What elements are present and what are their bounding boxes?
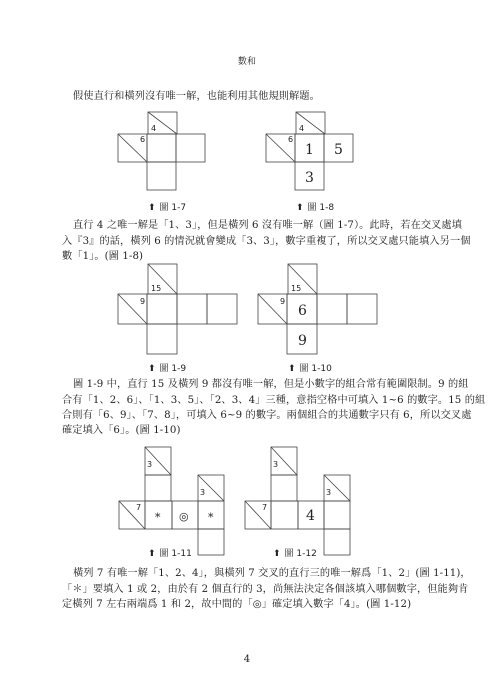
up-arrow-icon: ⬆ [296, 203, 304, 213]
page-header: 數和 [237, 57, 257, 67]
cell-value-1: 1 [305, 142, 314, 158]
caption-1-7: ⬆ 圖 1-7 [148, 203, 187, 213]
up-arrow-icon: ⬆ [148, 549, 156, 559]
clue-down-3-left: 3 [273, 460, 279, 469]
paragraph-2-line-1: 直行 4 之唯一解是「1、3」，但是橫列 6 沒有唯一解（圖 1-7）。此時，若在交叉處填 [73, 220, 463, 231]
figure-1-11 [116, 447, 236, 557]
figure-1-9 [118, 264, 248, 364]
paragraph-intro: 假使直行和橫列沒有唯一解，也能利用其他規則解題。 [73, 91, 320, 102]
caption-1-11: ⬆ 圖 1-11 [148, 549, 192, 559]
cell-value-9: 9 [298, 333, 307, 349]
clue-down-3-left: 3 [147, 460, 153, 469]
up-arrow-icon: ⬆ [288, 364, 296, 374]
caption-1-10: ⬆ 圖 1-10 [288, 364, 332, 374]
paragraph-4-line-2: 「＊」要填入 1 或 2，由於有 2 個直行的 3，尚無法決定各個該填入哪個數字，但能夠肯 [62, 584, 469, 595]
page-number: 4 [243, 654, 251, 665]
clue-across-7: 7 [136, 503, 142, 512]
cell-value-5: 5 [334, 142, 343, 158]
caption-1-8: ⬆ 圖 1-8 [296, 203, 335, 213]
cell-value-4: 4 [306, 508, 315, 524]
paragraph-3-line-2: 合有「1、2、6」、「1、3、5」、「2、3、4」三種，意指空格中可填入 1~6 的數字。15 的組 [62, 395, 486, 406]
clue-down-3-right: 3 [326, 488, 332, 497]
figure-1-12 [243, 447, 363, 557]
clue-down-4: 4 [299, 124, 305, 133]
clue-across-6: 6 [140, 135, 146, 144]
clue-across-6: 6 [288, 135, 294, 144]
clue-down-15: 15 [151, 284, 162, 293]
caption-1-9: ⬆ 圖 1-9 [148, 364, 187, 374]
caption-1-12: ⬆ 圖 1-12 [273, 549, 317, 559]
paragraph-3-line-3: 合則有「6、9」、「7、8」，可填入 6~9 的數字。兩個組合的共通數字只有 6，所以交叉處 [62, 410, 472, 421]
figure-1-8 [266, 112, 366, 202]
paragraph-4-line-3: 定橫列 7 左右兩端爲 1 和 2，故中間的「◎」確定填入數字「4」。(圖 1-12) [62, 599, 412, 610]
clue-down-3-right: 3 [200, 488, 206, 497]
figure-1-10 [258, 264, 388, 364]
clue-across-7: 7 [262, 503, 268, 512]
star-mark-left: * [155, 511, 161, 524]
paragraph-2-line-2: 入『3』的話，橫列 6 的情況就會變成「3、3」，數字重複了，所以交叉處只能填入另一個 [62, 236, 471, 247]
paragraph-4-line-1: 橫列 7 有唯一解「1、2、4」，與橫列 7 交叉的直行三的唯一解爲「1、2」(圖 1-11)， [73, 568, 471, 579]
up-arrow-icon: ⬆ [148, 203, 156, 213]
cell-value-3: 3 [305, 170, 314, 186]
star-mark-right: * [208, 511, 214, 524]
cell-value-6: 6 [298, 303, 307, 319]
figure-1-7 [118, 112, 208, 202]
clue-across-9: 9 [280, 297, 286, 306]
up-arrow-icon: ⬆ [273, 549, 281, 559]
clue-down-4: 4 [151, 124, 157, 133]
paragraph-3-line-4: 確定填入「6」。(圖 1-10) [62, 425, 181, 436]
paragraph-2-line-3: 數「1」。(圖 1-8) [62, 251, 144, 262]
clue-across-9: 9 [140, 297, 146, 306]
clue-down-15: 15 [291, 284, 302, 293]
circle-mark: ◎ [179, 510, 189, 523]
paragraph-3-line-1: 圖 1-9 中，直行 15 及橫列 9 都沒有唯一解，但是小數字的組合常有範圍限制。9 的組 [73, 379, 469, 390]
up-arrow-icon: ⬆ [148, 364, 156, 374]
